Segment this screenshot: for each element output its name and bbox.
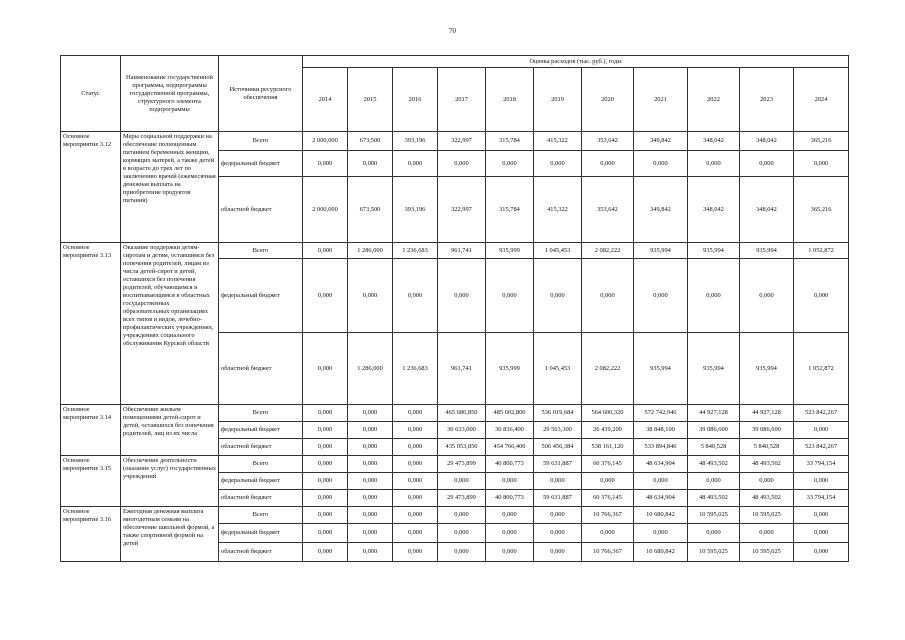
name-cell: Меры социальной поддержки на обеспечение полноценным питанием беременных женщин, кормящих матерей, а также детей в возрасте до трех лет по заключению врачей (ежемесячная денежная выплата на приобретение продуктов питания) xyxy=(121,132,219,243)
value-cell: 0,000 xyxy=(582,524,634,543)
value-cell: 1 236,683 xyxy=(393,243,438,259)
status-cell: Основное мероприятие 3.12 xyxy=(61,132,121,243)
value-cell: 0,000 xyxy=(348,422,393,439)
value-cell: 2 000,000 xyxy=(303,177,348,243)
header-year: 2016 xyxy=(393,68,438,132)
value-cell: 935,994 xyxy=(688,333,740,405)
value-cell: 0,000 xyxy=(393,422,438,439)
value-cell: 0,000 xyxy=(303,405,348,422)
value-cell: 29 473,899 xyxy=(438,490,486,507)
value-cell: 0,000 xyxy=(534,543,582,562)
value-cell: 0,000 xyxy=(303,524,348,543)
value-cell: 0,000 xyxy=(582,151,634,177)
value-cell: 673,500 xyxy=(348,177,393,243)
value-cell: 10 766,367 xyxy=(582,507,634,524)
value-cell: 10 595,025 xyxy=(688,543,740,562)
page-number: 70 xyxy=(449,27,456,35)
table-row xyxy=(61,507,849,524)
value-cell: 0,000 xyxy=(303,259,348,333)
value-cell: 0,000 xyxy=(393,405,438,422)
value-cell: 2 082,222 xyxy=(582,243,634,259)
value-cell: 10 595,025 xyxy=(740,543,794,562)
value-cell: 315,784 xyxy=(486,132,534,151)
value-cell: 0,000 xyxy=(348,151,393,177)
header-year: 2024 xyxy=(794,68,849,132)
value-cell: 0,000 xyxy=(438,473,486,490)
value-cell: 393,196 xyxy=(393,177,438,243)
value-cell: 0,000 xyxy=(303,422,348,439)
value-cell: 0,000 xyxy=(794,507,849,524)
value-cell: 10 595,025 xyxy=(688,507,740,524)
status-cell: Основное мероприятие 3.15 xyxy=(61,456,121,507)
value-cell: 0,000 xyxy=(348,507,393,524)
value-cell: 435 053,850 xyxy=(438,439,486,456)
value-cell: 0,000 xyxy=(582,259,634,333)
header-year: 2019 xyxy=(534,68,582,132)
value-cell: 523 842,267 xyxy=(794,439,849,456)
value-cell: 0,000 xyxy=(348,473,393,490)
table-row xyxy=(61,405,849,422)
source-cell: Всего xyxy=(219,243,303,259)
value-cell: 0,000 xyxy=(688,151,740,177)
value-cell: 935,999 xyxy=(486,243,534,259)
status-cell: Основное мероприятие 3.14 xyxy=(61,405,121,456)
value-cell: 10 766,367 xyxy=(582,543,634,562)
value-cell: 0,000 xyxy=(393,543,438,562)
source-cell: областной бюджет xyxy=(219,177,303,243)
value-cell: 935,999 xyxy=(486,333,534,405)
header-year: 2017 xyxy=(438,68,486,132)
value-cell: 10 595,025 xyxy=(740,507,794,524)
header-year: 2018 xyxy=(486,68,534,132)
value-cell: 0,000 xyxy=(740,473,794,490)
value-cell: 322,997 xyxy=(438,132,486,151)
value-cell: 10 680,842 xyxy=(634,543,688,562)
value-cell: 415,322 xyxy=(534,177,582,243)
value-cell: 935,994 xyxy=(688,243,740,259)
value-cell: 0,000 xyxy=(486,473,534,490)
source-cell: областной бюджет xyxy=(219,439,303,456)
value-cell: 0,000 xyxy=(303,456,348,473)
value-cell: 0,000 xyxy=(303,333,348,405)
value-cell: 1 045,453 xyxy=(534,243,582,259)
value-cell: 0,000 xyxy=(303,507,348,524)
header-sources: Источники ресурсного обеспечения xyxy=(219,56,303,132)
value-cell: 0,000 xyxy=(348,405,393,422)
value-cell: 0,000 xyxy=(534,259,582,333)
value-cell: 935,994 xyxy=(634,333,688,405)
value-cell: 0,000 xyxy=(486,151,534,177)
value-cell: 572 742,946 xyxy=(634,405,688,422)
value-cell: 1 045,453 xyxy=(534,333,582,405)
header-year: 2014 xyxy=(303,68,348,132)
value-cell: 0,000 xyxy=(303,473,348,490)
source-cell: Всего xyxy=(219,405,303,422)
value-cell: 415,322 xyxy=(534,132,582,151)
value-cell: 315,784 xyxy=(486,177,534,243)
value-cell: 29 563,300 xyxy=(534,422,582,439)
value-cell: 33 794,154 xyxy=(794,490,849,507)
value-cell: 348,042 xyxy=(688,177,740,243)
value-cell: 0,000 xyxy=(794,524,849,543)
value-cell: 0,000 xyxy=(486,507,534,524)
value-cell: 0,000 xyxy=(348,259,393,333)
value-cell: 44 927,128 xyxy=(688,405,740,422)
value-cell: 48 493,502 xyxy=(688,490,740,507)
value-cell: 0,000 xyxy=(740,259,794,333)
name-cell: Оказание поддержки детям-сиротам и детям, оставшимся без попечения родителей, лицам из числа детей-сирот и детей, оставшихся без попечения родителей, обучающимся и воспитывающимся в областных государственных образовательных организациях всех типов и видов, лечебно-профилактических учреждениях, учреждениях социального обслуживания Курской области xyxy=(121,243,219,405)
value-cell: 38 848,100 xyxy=(634,422,688,439)
value-cell: 5 840,528 xyxy=(688,439,740,456)
value-cell: 0,000 xyxy=(303,439,348,456)
value-cell: 59 631,887 xyxy=(534,456,582,473)
value-cell: 349,842 xyxy=(634,132,688,151)
value-cell: 961,741 xyxy=(438,243,486,259)
value-cell: 523 842,267 xyxy=(794,405,849,422)
value-cell: 0,000 xyxy=(794,259,849,333)
source-cell: областной бюджет xyxy=(219,543,303,562)
value-cell: 0,000 xyxy=(348,456,393,473)
value-cell: 0,000 xyxy=(348,524,393,543)
table-row xyxy=(61,132,849,151)
value-cell: 0,000 xyxy=(348,490,393,507)
value-cell: 533 894,846 xyxy=(634,439,688,456)
value-cell: 0,000 xyxy=(634,473,688,490)
value-cell: 0,000 xyxy=(688,473,740,490)
value-cell: 0,000 xyxy=(438,151,486,177)
value-cell: 506 456,384 xyxy=(534,439,582,456)
table-header xyxy=(61,56,849,132)
value-cell: 353,642 xyxy=(582,177,634,243)
value-cell: 26 439,200 xyxy=(582,422,634,439)
value-cell: 348,042 xyxy=(740,177,794,243)
value-cell: 1 236,683 xyxy=(393,333,438,405)
value-cell: 44 927,128 xyxy=(740,405,794,422)
value-cell: 961,741 xyxy=(438,333,486,405)
value-cell: 673,500 xyxy=(348,132,393,151)
value-cell: 48 634,904 xyxy=(634,456,688,473)
value-cell: 0,000 xyxy=(582,473,634,490)
value-cell: 0,000 xyxy=(534,524,582,543)
value-cell: 564 600,320 xyxy=(582,405,634,422)
value-cell: 1 052,872 xyxy=(794,243,849,259)
value-cell: 0,000 xyxy=(393,507,438,524)
value-cell: 0,000 xyxy=(393,490,438,507)
value-cell: 349,842 xyxy=(634,177,688,243)
value-cell: 0,000 xyxy=(348,439,393,456)
value-cell: 935,994 xyxy=(740,333,794,405)
value-cell: 0,000 xyxy=(393,151,438,177)
value-cell: 485 602,800 xyxy=(486,405,534,422)
header-year: 2023 xyxy=(740,68,794,132)
value-cell: 365,216 xyxy=(794,177,849,243)
value-cell: 0,000 xyxy=(438,543,486,562)
value-cell: 39 086,600 xyxy=(740,422,794,439)
value-cell: 0,000 xyxy=(393,524,438,543)
table-row xyxy=(61,456,849,473)
value-cell: 0,000 xyxy=(794,543,849,562)
value-cell: 0,000 xyxy=(303,243,348,259)
header-year: 2021 xyxy=(634,68,688,132)
value-cell: 2 000,000 xyxy=(303,132,348,151)
source-cell: Всего xyxy=(219,456,303,473)
budget-table xyxy=(60,55,849,562)
header-estimate: Оценка расходов (тыс. руб.), годы xyxy=(303,56,849,68)
name-cell: Обеспечение деятельности (оказание услуг) государственных учреждений xyxy=(121,456,219,507)
status-cell: Основное мероприятие 3.13 xyxy=(61,243,121,405)
source-cell: федеральный бюджет xyxy=(219,259,303,333)
value-cell: 0,000 xyxy=(688,259,740,333)
value-cell: 536 019,684 xyxy=(534,405,582,422)
value-cell: 348,042 xyxy=(740,132,794,151)
source-cell: федеральный бюджет xyxy=(219,473,303,490)
value-cell: 0,000 xyxy=(486,259,534,333)
value-cell: 322,997 xyxy=(438,177,486,243)
value-cell: 0,000 xyxy=(486,543,534,562)
value-cell: 0,000 xyxy=(794,473,849,490)
value-cell: 0,000 xyxy=(534,473,582,490)
value-cell: 0,000 xyxy=(438,524,486,543)
name-cell: Ежегодная денежная выплата многодетным семьям на обеспечение школьной формой, а также спортивной формой на детей xyxy=(121,507,219,562)
value-cell: 0,000 xyxy=(688,524,740,543)
value-cell: 0,000 xyxy=(393,259,438,333)
source-cell: федеральный бюджет xyxy=(219,524,303,543)
value-cell: 393,196 xyxy=(393,132,438,151)
value-cell: 0,000 xyxy=(303,151,348,177)
value-cell: 0,000 xyxy=(534,151,582,177)
value-cell: 40 800,773 xyxy=(486,490,534,507)
value-cell: 60 376,145 xyxy=(582,490,634,507)
source-cell: Всего xyxy=(219,507,303,524)
value-cell: 48 493,502 xyxy=(740,490,794,507)
source-cell: областной бюджет xyxy=(219,333,303,405)
status-cell: Основное мероприятие 3.16 xyxy=(61,507,121,562)
source-cell: федеральный бюджет xyxy=(219,422,303,439)
value-cell: 0,000 xyxy=(740,524,794,543)
name-cell: Обеспечение жильем помещениями детей-сирот и детей, оставшихся без попечения родителей, лиц из их числа xyxy=(121,405,219,456)
value-cell: 2 082,222 xyxy=(582,333,634,405)
value-cell: 0,000 xyxy=(634,259,688,333)
source-cell: Всего xyxy=(219,132,303,151)
value-cell: 0,000 xyxy=(486,524,534,543)
value-cell: 40 800,773 xyxy=(486,456,534,473)
value-cell: 1 052,872 xyxy=(794,333,849,405)
value-cell: 465 686,850 xyxy=(438,405,486,422)
value-cell: 0,000 xyxy=(393,456,438,473)
header-year: 2020 xyxy=(582,68,634,132)
value-cell: 0,000 xyxy=(303,543,348,562)
value-cell: 29 473,899 xyxy=(438,456,486,473)
value-cell: 365,216 xyxy=(794,132,849,151)
value-cell: 0,000 xyxy=(393,439,438,456)
table-row xyxy=(61,243,849,259)
value-cell: 10 680,842 xyxy=(634,507,688,524)
value-cell: 935,994 xyxy=(740,243,794,259)
value-cell: 348,042 xyxy=(688,132,740,151)
value-cell: 30 836,400 xyxy=(486,422,534,439)
value-cell: 1 286,000 xyxy=(348,243,393,259)
header-year: 2022 xyxy=(688,68,740,132)
value-cell: 0,000 xyxy=(634,524,688,543)
source-cell: областной бюджет xyxy=(219,490,303,507)
value-cell: 0,000 xyxy=(794,422,849,439)
value-cell: 0,000 xyxy=(794,151,849,177)
value-cell: 935,994 xyxy=(634,243,688,259)
value-cell: 0,000 xyxy=(438,507,486,524)
value-cell: 353,642 xyxy=(582,132,634,151)
value-cell: 454 766,400 xyxy=(486,439,534,456)
value-cell: 0,000 xyxy=(303,490,348,507)
value-cell: 0,000 xyxy=(393,473,438,490)
value-cell: 0,000 xyxy=(634,151,688,177)
value-cell: 0,000 xyxy=(438,259,486,333)
value-cell: 538 161,120 xyxy=(582,439,634,456)
value-cell: 30 633,000 xyxy=(438,422,486,439)
value-cell: 59 631,887 xyxy=(534,490,582,507)
header-status: Статус xyxy=(61,56,121,132)
value-cell: 0,000 xyxy=(348,543,393,562)
value-cell: 1 286,000 xyxy=(348,333,393,405)
value-cell: 0,000 xyxy=(534,507,582,524)
value-cell: 0,000 xyxy=(740,151,794,177)
value-cell: 60 376,145 xyxy=(582,456,634,473)
value-cell: 48 634,904 xyxy=(634,490,688,507)
source-cell: федеральный бюджет xyxy=(219,151,303,177)
value-cell: 5 840,528 xyxy=(740,439,794,456)
header-name: Наименование государственной программы, подпрограммы государственной программы, структурного элемента подпрограммы xyxy=(121,56,219,132)
value-cell: 48 493,502 xyxy=(740,456,794,473)
value-cell: 39 086,600 xyxy=(688,422,740,439)
value-cell: 33 794,154 xyxy=(794,456,849,473)
header-year: 2015 xyxy=(348,68,393,132)
value-cell: 48 493,502 xyxy=(688,456,740,473)
